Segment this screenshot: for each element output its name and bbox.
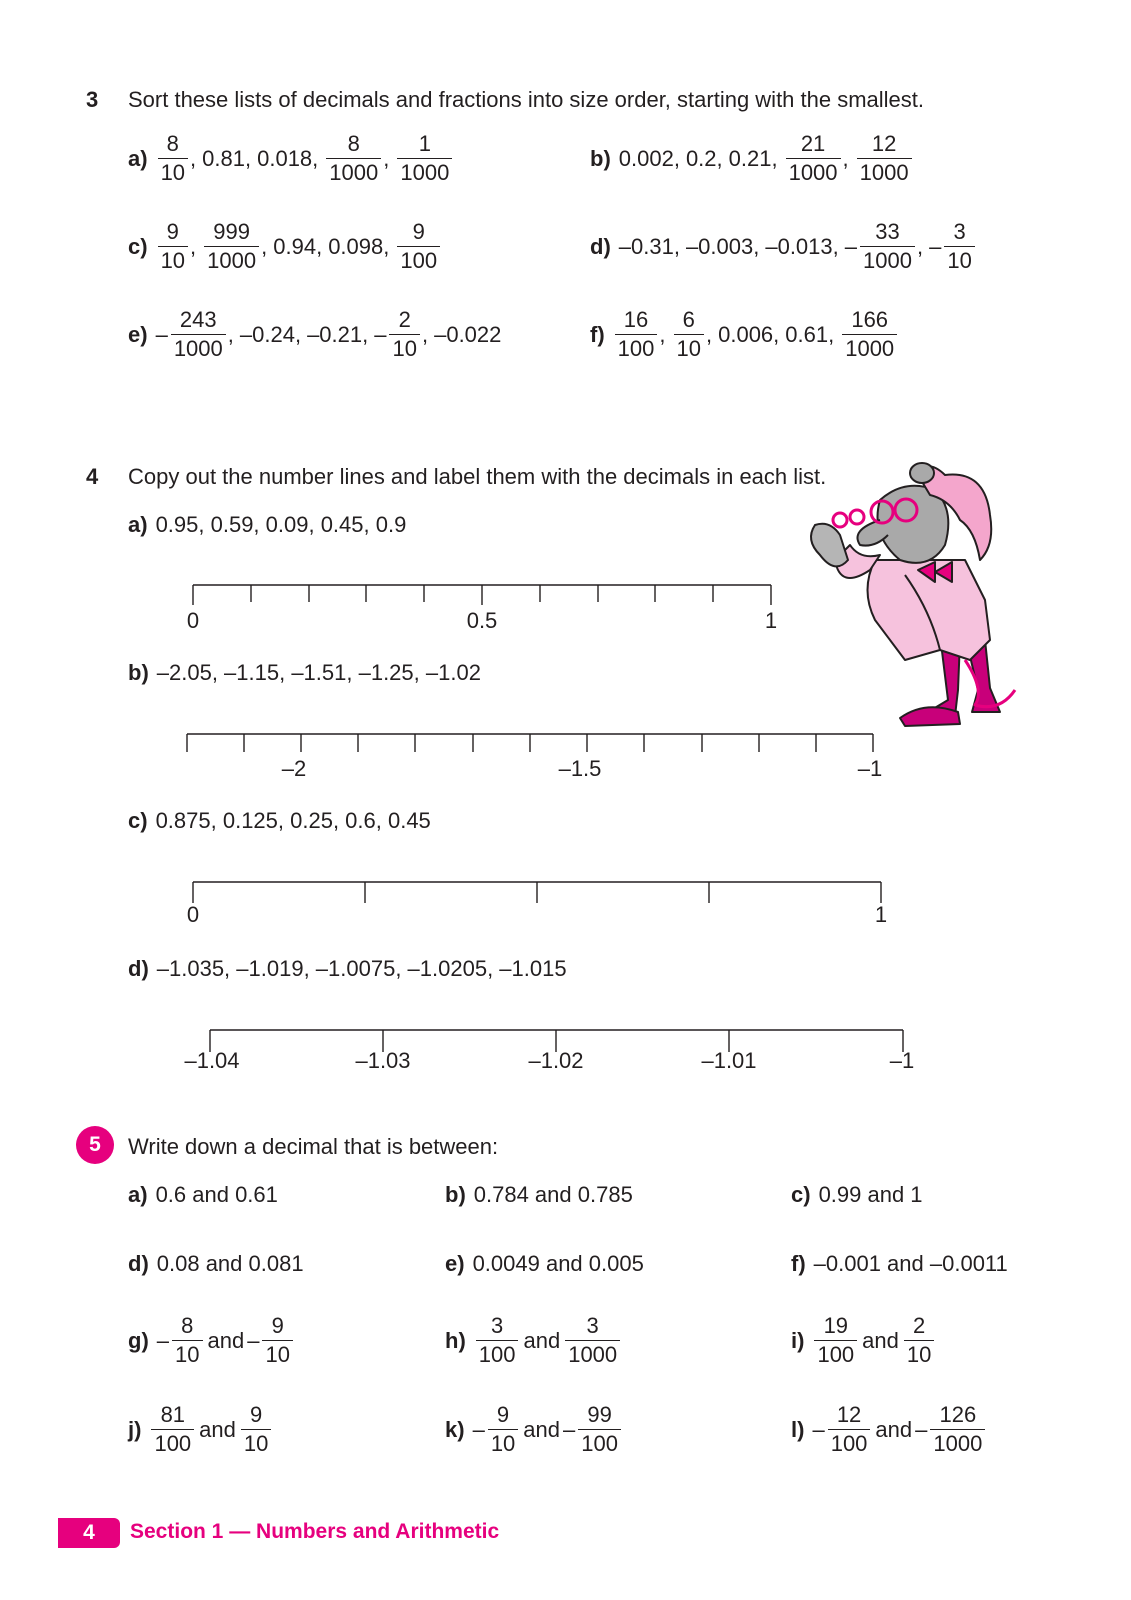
part-label: c) (128, 808, 148, 833)
q5-part-g: g) – $\frac{8}{10}$ and – $\frac{9}{10}$ (128, 1314, 295, 1367)
numerator: 9 (166, 219, 179, 244)
and-text: and (862, 1327, 899, 1353)
section-title: Section 1 — Numbers and Arithmetic (130, 1520, 500, 1543)
denominator: 100 (151, 1429, 194, 1456)
and-text: and (875, 1416, 913, 1442)
question-3-number: 3 (86, 87, 99, 112)
decimal-value: –0.003, (685, 233, 760, 259)
numerator: 6 (682, 307, 695, 332)
numerator: 12 (836, 1402, 862, 1427)
tick-label: 1 (874, 902, 888, 927)
numerator: 81 (160, 1402, 186, 1427)
numerator: 8 (181, 1313, 194, 1338)
q5-part-k: k) – $\frac{9}{10}$ and – $\frac{99}{100}$ (445, 1403, 623, 1456)
part-label: c) (128, 233, 148, 259)
numerator: 999 (213, 219, 250, 244)
q5-part-h (445, 1314, 622, 1367)
decimal-list: –2.05, –1.15, –1.51, –1.25, –1.02 (156, 660, 481, 685)
fraction (904, 1314, 934, 1367)
tick-label: 0 (186, 608, 200, 633)
denominator: 10 (488, 1429, 518, 1456)
q3-part-f: f) $\frac{16}{100}$ , $\frac{6}{10}$ , 0.006, 0.61, $\frac{166}{1000}$ (590, 308, 899, 361)
fraction (151, 1403, 194, 1456)
denominator: 1000 (857, 158, 912, 185)
part-label: k) (445, 1416, 465, 1442)
denominator: 1000 (326, 158, 381, 185)
decimal-value: –0.31, (618, 233, 680, 259)
denominator: 1000 (171, 334, 226, 361)
part-label: b) (590, 145, 611, 171)
numerator: 2 (398, 307, 411, 332)
fraction (828, 1403, 871, 1456)
q3-part-d: d) –0.31, –0.003, –0.013, – $\frac{33}{1000}$ , – $\frac{3}{10}$ (590, 220, 977, 273)
fraction (814, 1314, 857, 1367)
numerator: 9 (250, 1402, 263, 1427)
denominator: 100 (814, 1340, 857, 1367)
and-text: and (523, 1327, 561, 1353)
number-line-a (193, 585, 771, 605)
part-text: 0.6 and 0.61 (155, 1182, 278, 1207)
q5-part-j (128, 1403, 273, 1456)
part-text: 0.784 and 0.785 (473, 1182, 633, 1207)
numerator: 21 (800, 131, 826, 156)
question-3-text: Sort these lists of decimals and fractions into size order, starting with the smallest. (128, 87, 925, 112)
decimal-list: 0.875, 0.125, 0.25, 0.6, 0.45 (155, 808, 431, 833)
tick-label: –1.02 (528, 1048, 584, 1073)
q5-part-l: l) – $\frac{12}{100}$ and – $\frac{126}{1000}$ (791, 1403, 987, 1456)
fraction (578, 1403, 621, 1456)
numerator: 1 (418, 131, 431, 156)
part-label: h) (445, 1327, 466, 1353)
tick-label: –1.01 (701, 1048, 757, 1073)
numerator: 9 (271, 1313, 284, 1338)
q5-part-a (128, 1182, 278, 1208)
tick-label: 0.5 (466, 608, 498, 633)
fraction (476, 1314, 519, 1367)
numerator: 166 (851, 307, 889, 332)
part-text: 0.99 and 1 (818, 1182, 923, 1207)
q5-part-f (791, 1251, 1008, 1277)
denominator: 1000 (397, 158, 452, 185)
denominator: 1000 (204, 246, 259, 273)
part-label: l) (791, 1416, 805, 1442)
denominator: 1000 (786, 158, 841, 185)
denominator: 10 (241, 1429, 271, 1456)
q5-part-e (445, 1251, 644, 1277)
and-text: and (199, 1416, 236, 1442)
q5-part-c (791, 1182, 923, 1208)
part-label: b) (128, 660, 149, 685)
q5-part-b (445, 1182, 633, 1208)
numerator: 8 (347, 131, 360, 156)
q5-part-d (128, 1251, 304, 1277)
numerator: 9 (496, 1402, 510, 1427)
decimal-value: 0.21, (728, 145, 778, 171)
numerator: 2 (913, 1313, 926, 1338)
numerator: 3 (953, 219, 966, 244)
part-label: a) (128, 512, 148, 537)
decimal-list: –1.035, –1.019, –1.0075, –1.0205, –1.015 (156, 956, 567, 981)
q3-part-a: a) $\frac{8}{10}$ , 0.81, 0.018, $\frac{8}{1000}$ , $\frac{1}{1000}$ (128, 132, 454, 185)
numerator: 99 (587, 1402, 612, 1427)
question-4-number: 4 (86, 464, 99, 489)
numerator: 19 (823, 1313, 849, 1338)
number-line-c (193, 882, 881, 903)
part-label: i) (791, 1327, 805, 1353)
question-4-text: Copy out the number lines and label them with the decimals in each list. (128, 464, 827, 489)
denominator: 10 (674, 334, 704, 361)
part-label: g) (128, 1327, 149, 1353)
denominator: 1000 (930, 1429, 985, 1456)
part-label: e) (128, 321, 148, 347)
denominator: 10 (158, 158, 188, 185)
decimal-value: –0.21, (307, 321, 369, 347)
and-text: and (523, 1416, 561, 1442)
decimal-value: 0.2, (685, 145, 723, 171)
denominator: 1000 (842, 334, 897, 361)
fraction (172, 1314, 202, 1367)
tick-label: –2 (281, 756, 307, 781)
tick-label: 1 (764, 608, 778, 633)
denominator: 10 (158, 246, 188, 273)
denominator: 10 (389, 334, 419, 361)
numerator: 12 (871, 131, 897, 156)
question-5-text: Write down a decimal that is between: (128, 1134, 499, 1159)
tick-label: –1.04 (184, 1048, 240, 1073)
part-text: 0.0049 and 0.005 (472, 1251, 644, 1276)
numerator: 16 (623, 307, 649, 332)
decimal-value: 0.098, (328, 233, 390, 259)
decimal-value: –0.013, (765, 233, 839, 259)
denominator: 1000 (565, 1340, 620, 1367)
fraction (565, 1314, 620, 1367)
part-label: a) (128, 1182, 148, 1207)
part-label: d) (590, 233, 611, 259)
fraction (262, 1314, 292, 1367)
decimal-value: 0.006, (718, 321, 780, 347)
q3-part-e: e) – $\frac{243}{1000}$ , –0.24, –0.21, – $\frac{2}{10}$ , –0.022 (128, 307, 502, 361)
part-label: b) (445, 1182, 466, 1207)
q3-part-c: c) $\frac{9}{10}$ , $\frac{999}{1000}$ , 0.94, 0.098, $\frac{9}{100}$ (128, 220, 442, 273)
numerator: 126 (939, 1402, 977, 1427)
fraction (488, 1403, 518, 1456)
q3-part-b: b) 0.002, 0.2, 0.21, $\frac{21}{1000}$ , $\frac{12}{1000}$ (590, 132, 914, 185)
part-label: d) (128, 1251, 149, 1276)
denominator: 100 (397, 246, 440, 273)
tick-label: –1.03 (355, 1048, 411, 1073)
decimal-value: 0.61, (785, 321, 835, 347)
tick-label: –1 (889, 1048, 915, 1073)
numerator: 243 (179, 307, 217, 332)
q5-part-i (791, 1314, 936, 1367)
part-label: a) (128, 145, 148, 171)
denominator: 100 (476, 1340, 519, 1367)
part-label: c) (791, 1182, 811, 1207)
fraction (241, 1403, 271, 1456)
numerator: 3 (491, 1313, 504, 1338)
denominator: 100 (578, 1429, 621, 1456)
numerator: 8 (166, 131, 179, 156)
fraction (930, 1403, 985, 1456)
denominator: 10 (904, 1340, 934, 1367)
denominator: 100 (615, 334, 658, 361)
numerator: 9 (412, 219, 425, 244)
decimal-value: 0.94, (273, 233, 323, 259)
part-label: e) (445, 1251, 465, 1276)
decimal-value: 0.81, (202, 145, 252, 171)
denominator: 10 (944, 246, 974, 273)
denominator: 1000 (860, 246, 915, 273)
part-label: d) (128, 956, 149, 981)
decimal-list: 0.95, 0.59, 0.09, 0.45, 0.9 (155, 512, 407, 537)
tick-label: –1.5 (558, 756, 602, 781)
part-label: f) (590, 321, 605, 347)
part-text: –0.001 and –0.0011 (813, 1251, 1008, 1276)
page-number: 4 (58, 1518, 120, 1548)
and-text: and (207, 1327, 245, 1353)
numerator: 3 (586, 1313, 599, 1338)
tick-label: –1 (857, 756, 883, 781)
numerator: 33 (875, 219, 900, 244)
question-5-badge: 5 (76, 1126, 114, 1164)
number-line-b (187, 734, 873, 752)
decimal-value: –0.24, (239, 321, 302, 347)
part-label: j) (128, 1416, 142, 1442)
denominator: 10 (262, 1340, 292, 1367)
part-text: 0.08 and 0.081 (156, 1251, 304, 1276)
denominator: 100 (828, 1429, 871, 1456)
denominator: 10 (172, 1340, 202, 1367)
decimal-value: –0.022 (434, 321, 502, 347)
decimal-value: 0.018, (257, 145, 319, 171)
decimal-value: 0.002, (618, 145, 680, 171)
part-label: f) (791, 1251, 806, 1276)
tick-label: 0 (186, 902, 200, 927)
professor-illustration (811, 463, 1015, 726)
